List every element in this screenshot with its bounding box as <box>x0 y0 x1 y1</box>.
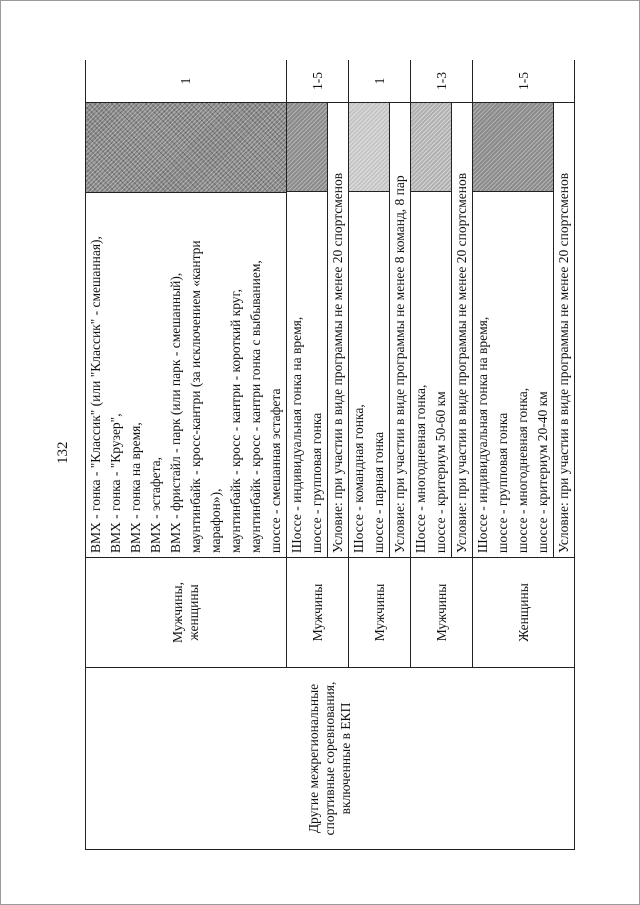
sex-cell <box>86 558 287 668</box>
places-cell <box>86 60 287 103</box>
places-label: 1-5 <box>309 72 325 90</box>
event-line: шоссе - парная гонка <box>371 431 386 553</box>
event-line: Шоссе - многодневная гонка, <box>413 384 428 553</box>
sex-cell <box>411 558 473 668</box>
condition-line: Условие: при участии в виде программы не менее 8 команд, 8 пар <box>389 103 410 557</box>
event-line: марафон»), <box>208 488 223 553</box>
shaded-cell <box>287 103 327 192</box>
event-line: BMX - эстафета, <box>148 456 163 553</box>
shaded-cell <box>411 103 451 192</box>
event-line: маунтинбайк - кросс - кантри - короткий круг, <box>228 289 243 553</box>
event-line: BMX - гонка - "Классик" (или "Классик" - смешанная), <box>88 236 103 553</box>
shaded-cell <box>473 103 553 192</box>
event-line: шоссе - многодневная гонка, <box>515 387 530 553</box>
places-cell <box>473 60 575 103</box>
sex-cell <box>287 558 349 668</box>
sex-label: Мужчины <box>371 583 387 642</box>
event-line: BMX - фристайл - парк (или парк - смешанный), <box>168 272 183 553</box>
discipline-label: Другие межрегиональные спортивные соревнования, включенные в ЕКП <box>306 681 353 836</box>
event-line: BMX - гонка - "Крузер", <box>108 413 123 553</box>
places-label: 1 <box>371 77 387 85</box>
sex-cell <box>349 558 411 668</box>
table-stage <box>85 60 575 850</box>
sex-label: Мужчины <box>433 583 449 642</box>
events-cell <box>349 103 411 558</box>
sex-label: Мужчины, женщины <box>170 582 201 643</box>
event-line: Шоссе - индивидуальная гонка на время, <box>289 316 304 553</box>
page-number: 132 <box>55 441 71 464</box>
shaded-cell <box>349 103 389 192</box>
event-line: шоссе - групповая гонка <box>309 412 324 553</box>
event-line: шоссе - групповая гонка <box>495 412 510 553</box>
places-cell <box>411 60 473 103</box>
discipline-cell <box>86 668 575 850</box>
condition-line: Условие: при участии в виде программы не менее 20 спортсменов <box>451 103 472 557</box>
condition-line: Условие: при участии в виде программы не менее 20 спортсменов <box>553 103 574 557</box>
sex-label: Женщины <box>515 583 531 642</box>
places-label: 1-5 <box>515 72 531 90</box>
table-row <box>86 60 287 850</box>
requirements-table <box>85 60 575 850</box>
sex-label: Мужчины <box>309 583 325 642</box>
places-label: 1-3 <box>433 72 449 90</box>
shaded-cell <box>86 103 287 193</box>
event-line: шоссе - критериум 50-60 км <box>433 391 448 553</box>
event-line: маунтинбайк - кросс - кантри гонка с выбыванием, <box>248 260 263 553</box>
event-line: Шоссе - командная гонка, <box>351 404 366 553</box>
events-cell <box>86 193 287 558</box>
sex-cell <box>473 558 575 668</box>
event-line: маунтинбайк - кросс-кантри (за исключением «кантри <box>188 240 203 553</box>
events-cell <box>287 103 349 558</box>
event-line: Шоссе - индивидуальная гонка на время, <box>475 316 490 553</box>
event-line: шоссе - критериум 20-40 км <box>535 391 550 553</box>
rotated-table-wrapper <box>85 60 575 850</box>
places-label: 1 <box>178 77 193 85</box>
events-cell <box>473 103 575 558</box>
condition-line: Условие: при участии в виде программы не менее 20 спортсменов <box>327 103 348 557</box>
event-line: BMX - гонка на время, <box>128 422 143 553</box>
places-cell <box>349 60 411 103</box>
event-line: шоссе - смешанная эстафета <box>268 388 283 553</box>
events-cell <box>411 103 473 558</box>
places-cell <box>287 60 349 103</box>
